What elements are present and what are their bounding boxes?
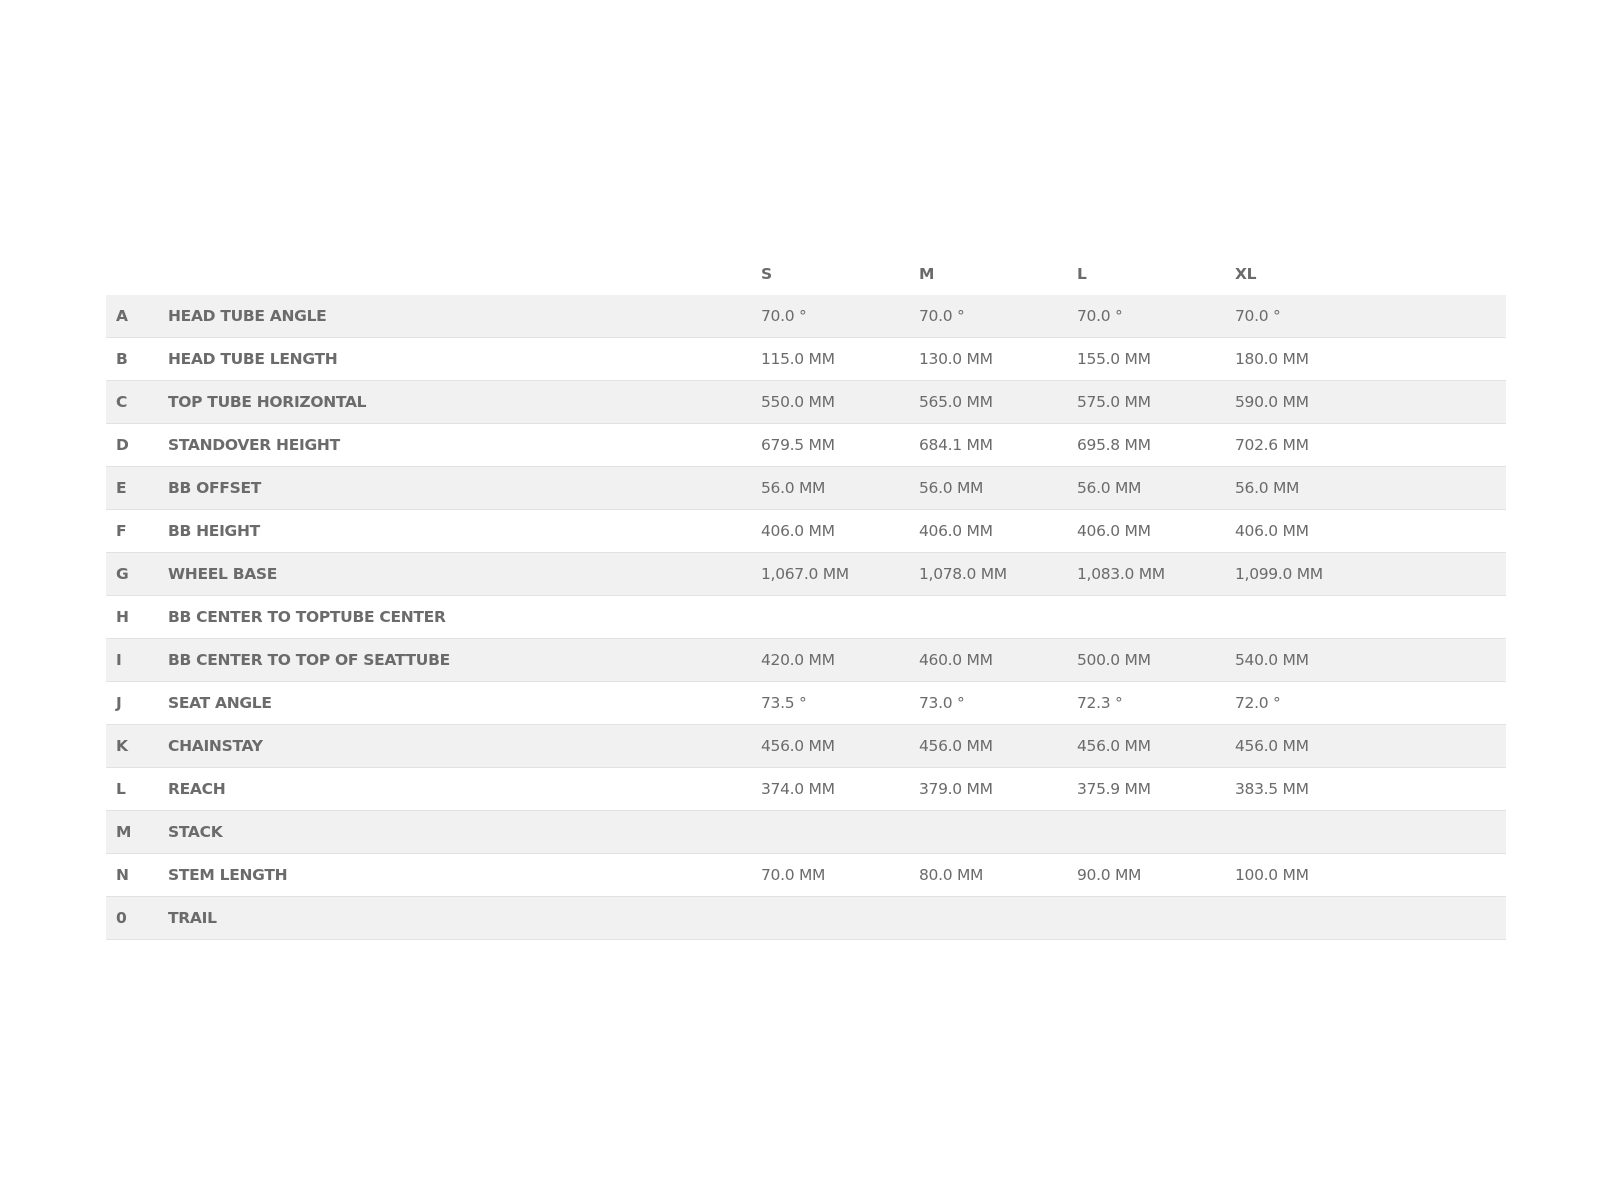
table-row <box>106 295 1506 338</box>
row-value-xl: 540.0 MM <box>1235 651 1309 669</box>
row-measurement-name: STANDOVER HEIGHT <box>168 436 340 454</box>
row-value-s: 679.5 MM <box>761 436 835 454</box>
row-value-xl: 72.0 ° <box>1235 694 1281 712</box>
row-value-l: 155.0 MM <box>1077 350 1151 368</box>
row-value-m: 456.0 MM <box>919 737 993 755</box>
size-header-m: M <box>919 264 935 283</box>
row-letter: M <box>116 823 132 841</box>
row-value-s: 70.0 MM <box>761 866 826 884</box>
row-value-m: 1,078.0 MM <box>919 565 1007 583</box>
table-row <box>106 381 1506 424</box>
row-value-xl: 702.6 MM <box>1235 436 1309 454</box>
table-row <box>106 897 1506 940</box>
table-row <box>106 854 1506 897</box>
row-value-m: 406.0 MM <box>919 522 993 540</box>
row-value-m: 565.0 MM <box>919 393 993 411</box>
table-row <box>106 596 1506 639</box>
row-value-s: 70.0 ° <box>761 307 807 325</box>
row-value-m: 56.0 MM <box>919 479 984 497</box>
row-measurement-name: REACH <box>168 780 226 798</box>
row-letter: 0 <box>116 909 127 927</box>
row-value-s: 406.0 MM <box>761 522 835 540</box>
row-measurement-name: WHEEL BASE <box>168 565 278 583</box>
row-letter: I <box>116 651 122 669</box>
table-row <box>106 682 1506 725</box>
row-value-m: 130.0 MM <box>919 350 993 368</box>
row-value-s: 374.0 MM <box>761 780 835 798</box>
row-value-l: 72.3 ° <box>1077 694 1123 712</box>
row-letter: D <box>116 436 129 454</box>
table-row <box>106 467 1506 510</box>
table-body <box>106 295 1506 940</box>
row-value-xl: 180.0 MM <box>1235 350 1309 368</box>
row-letter: N <box>116 866 129 884</box>
row-measurement-name: TOP TUBE HORIZONTAL <box>168 393 367 411</box>
row-value-xl: 590.0 MM <box>1235 393 1309 411</box>
row-value-m: 684.1 MM <box>919 436 993 454</box>
row-value-m: 70.0 ° <box>919 307 965 325</box>
row-value-m: 379.0 MM <box>919 780 993 798</box>
table-row <box>106 639 1506 682</box>
row-measurement-name: CHAINSTAY <box>168 737 263 755</box>
row-letter: G <box>116 565 129 583</box>
row-measurement-name: SEAT ANGLE <box>168 694 272 712</box>
row-letter: F <box>116 522 127 540</box>
row-value-l: 56.0 MM <box>1077 479 1142 497</box>
row-value-s: 456.0 MM <box>761 737 835 755</box>
row-value-l: 406.0 MM <box>1077 522 1151 540</box>
row-value-xl: 100.0 MM <box>1235 866 1309 884</box>
row-value-s: 73.5 ° <box>761 694 807 712</box>
row-letter: E <box>116 479 127 497</box>
row-value-m: 80.0 MM <box>919 866 984 884</box>
row-letter: J <box>116 694 122 712</box>
row-measurement-name: STACK <box>168 823 223 841</box>
row-letter: H <box>116 608 129 626</box>
row-value-l: 575.0 MM <box>1077 393 1151 411</box>
table-row <box>106 338 1506 381</box>
table-row <box>106 553 1506 596</box>
row-value-xl: 383.5 MM <box>1235 780 1309 798</box>
row-letter: A <box>116 307 128 325</box>
size-header-s: S <box>761 264 772 283</box>
table-row <box>106 725 1506 768</box>
row-measurement-name: BB OFFSET <box>168 479 262 497</box>
row-value-xl: 70.0 ° <box>1235 307 1281 325</box>
row-letter: K <box>116 737 129 755</box>
row-value-s: 56.0 MM <box>761 479 826 497</box>
row-value-xl: 56.0 MM <box>1235 479 1300 497</box>
table-row <box>106 424 1506 467</box>
row-measurement-name: BB CENTER TO TOP OF SEATTUBE <box>168 651 450 669</box>
row-measurement-name: STEM LENGTH <box>168 866 288 884</box>
table-row <box>106 768 1506 811</box>
row-value-l: 1,083.0 MM <box>1077 565 1165 583</box>
row-value-s: 550.0 MM <box>761 393 835 411</box>
size-header-xl: XL <box>1235 264 1257 283</box>
row-measurement-name: TRAIL <box>168 909 217 927</box>
row-letter: C <box>116 393 128 411</box>
row-measurement-name: HEAD TUBE ANGLE <box>168 307 327 325</box>
row-value-s: 420.0 MM <box>761 651 835 669</box>
row-value-s: 1,067.0 MM <box>761 565 849 583</box>
row-value-xl: 406.0 MM <box>1235 522 1309 540</box>
row-measurement-name: BB CENTER TO TOPTUBE CENTER <box>168 608 446 626</box>
row-value-xl: 456.0 MM <box>1235 737 1309 755</box>
table-header-row <box>106 252 1506 295</box>
row-letter: L <box>116 780 126 798</box>
row-value-l: 695.8 MM <box>1077 436 1151 454</box>
table-row <box>106 811 1506 854</box>
row-value-l: 90.0 MM <box>1077 866 1142 884</box>
row-measurement-name: BB HEIGHT <box>168 522 260 540</box>
row-value-l: 500.0 MM <box>1077 651 1151 669</box>
row-value-m: 460.0 MM <box>919 651 993 669</box>
row-value-xl: 1,099.0 MM <box>1235 565 1323 583</box>
row-value-s: 115.0 MM <box>761 350 835 368</box>
table-row <box>106 510 1506 553</box>
size-header-l: L <box>1077 264 1087 283</box>
row-value-l: 456.0 MM <box>1077 737 1151 755</box>
row-measurement-name: HEAD TUBE LENGTH <box>168 350 338 368</box>
row-value-m: 73.0 ° <box>919 694 965 712</box>
row-value-l: 70.0 ° <box>1077 307 1123 325</box>
geometry-table <box>106 252 1506 940</box>
row-letter: B <box>116 350 128 368</box>
row-value-l: 375.9 MM <box>1077 780 1151 798</box>
